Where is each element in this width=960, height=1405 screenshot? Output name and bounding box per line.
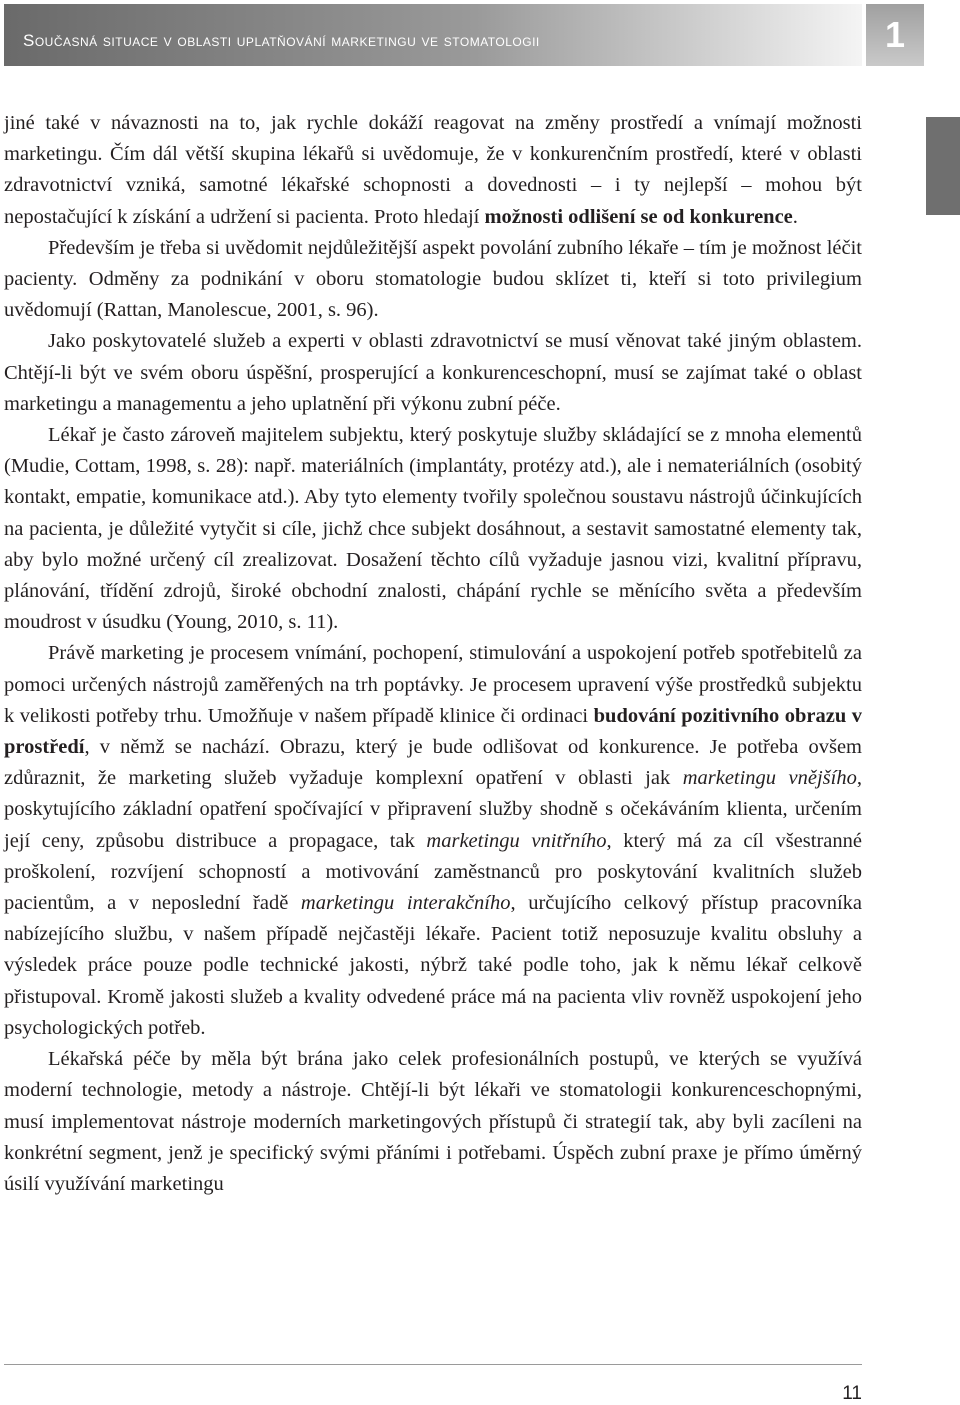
emphasis-bold: budování pozitivního obrazu v prostředí xyxy=(4,704,863,759)
body-paragraph xyxy=(4,326,862,420)
text-run: , v němž se nachází. Obrazu, který je bude odlišovat od konkurence. Je potřeba ovšem zdůraznit, že marketing služeb vyžaduje komplexní opatření v oblasti jak xyxy=(4,736,862,790)
chapter-number: 1 xyxy=(884,14,906,55)
text-run: Právě marketing je procesem vnímání, pochopení, stimulování a uspokojení potřeb spotřebitelů za pomoci určených nástrojů zaměřených na trh poptávky. Je procesem upravení výše prostředků subjektu k velikosti potřeby trhu. Umožňuje v našem případě klinice či ordinaci xyxy=(4,642,862,727)
emphasis-bold: možnosti odlišení se od konkurence xyxy=(484,205,793,228)
body-paragraph xyxy=(4,233,862,327)
body-text xyxy=(4,108,862,1200)
text-run: Lékař je často zároveň majitelem subjektu, který poskytuje služby skládající se z mnoha elementů (Mudie, Cottam, 1998, s. 28): např. materiálních (implantáty, protézy atd.), ale i nemateriálních (osobitý kontakt, empatie, komunikace atd.). Aby tyto elementy tvořily společnou soustavu nástrojů účinkujících na pacienta, je důležité vytyčit si cíle, jichž chce subjekt dosáhnout, a sestavit samostatné elementy tak, aby bylo možné určený cíl zrealizovat. Dosažení těchto cílů vyžaduje jasnou vizi, kvalitní přípravu, plánování, třídění zdrojů, široké obchodní znalosti, chápání rychle se měnícího světa a především moudrost v úsudku (Young, 2010, s. 11). xyxy=(4,424,862,634)
running-header-title: Současná situace v oblasti uplatňování marketingu ve stomatologii xyxy=(23,31,540,50)
running-header-bar xyxy=(4,4,862,66)
page-number: 11 xyxy=(842,1383,862,1404)
body-paragraph xyxy=(4,108,862,233)
body-paragraph xyxy=(4,420,862,638)
emphasis-italic: marketingu interakčního xyxy=(300,892,511,915)
text-run: Lékařská péče by měla být brána jako celek profesionálních postupů, ve kterých se využívá moderní technologie, metody a nástroje. Chtějí-li být lékaři ve stomatologii konkurenceschopnými, musí implementovat nástroje moderních marketingových přístupů či strategií tak, aby byli zacíleni na konkrétní segment, jenž je specifický svými přáními i potřebami. Úspěch zubní praxe je přímo úměrný úsilí využívání marketingu xyxy=(4,1048,862,1195)
body-paragraph xyxy=(4,638,862,1044)
emphasis-italic: marketingu vnitřního xyxy=(426,829,607,852)
body-paragraph xyxy=(4,1044,862,1200)
text-run: jiné také v návaznosti na to, jak rychle dokáží reagovat na změny prostředí a vnímají možnosti marketingu. Čím dál větší skupina lékařů si uvědomuje, že v konkurenčním prostředí, které v oblasti zdravotnictví vzniká, samotné lékařské schopnosti a dovednosti – i ty nejlepší – mohou být nepostačující k získání a udržení si pacienta. Proto hledají xyxy=(4,112,862,228)
text-run: Především je třeba si uvědomit nejdůležitější aspekt povolání zubního lékaře – tím je možnost léčit pacienty. Odměny za podnikání v oboru stomatologie budou sklízet ti, kteří si toto privilegium uvědomují (Rattan, Manolescue, 2001, s. 96). xyxy=(4,236,862,322)
text-run: , určujícího celkový přístup pracovníka nabízejícího službu, v našem případě nejčastěji lékaře. Pacient totiž neposuzuje kvalitu obsluhy a výsledek práce pouze podle technické jakosti, nýbrž také podle toho, jak k němu lékař celkově přistupoval. Kromě jakosti služeb a kvality odvedené práce má na pacienta vliv rovněž uspokojení jeho psychologických potřeb. xyxy=(4,892,862,1039)
text-run: Jako poskytovatelé služeb a experti v oblasti zdravotnictví se musí věnovat také jiným oblastem. Chtějí-li být ve svém oboru úspěšní, prosperující a konkurenceschopní, musí se zajímat také o oblast marketingu a managementu a jeho uplatnění při výkonu zubní péče. xyxy=(4,330,862,415)
chapter-number-box xyxy=(866,4,924,66)
text-run: , který má za cíl všestranné proškolení, rozvíjení schopností a motivování zaměstnanců pro poskytování kvalitních služeb pacientům, a v neposlední řadě xyxy=(4,829,862,915)
footer-rule xyxy=(4,1364,862,1365)
chapter-thumb-tab xyxy=(926,117,960,215)
text-run: , poskytujícího základní opatření spočívající v připravení služby shodně s očekáváním klienta, určením její ceny, způsobu distribuce a propagace, tak xyxy=(4,767,862,852)
text-run: . xyxy=(792,205,798,228)
emphasis-italic: marketingu vnějšího xyxy=(682,767,857,790)
